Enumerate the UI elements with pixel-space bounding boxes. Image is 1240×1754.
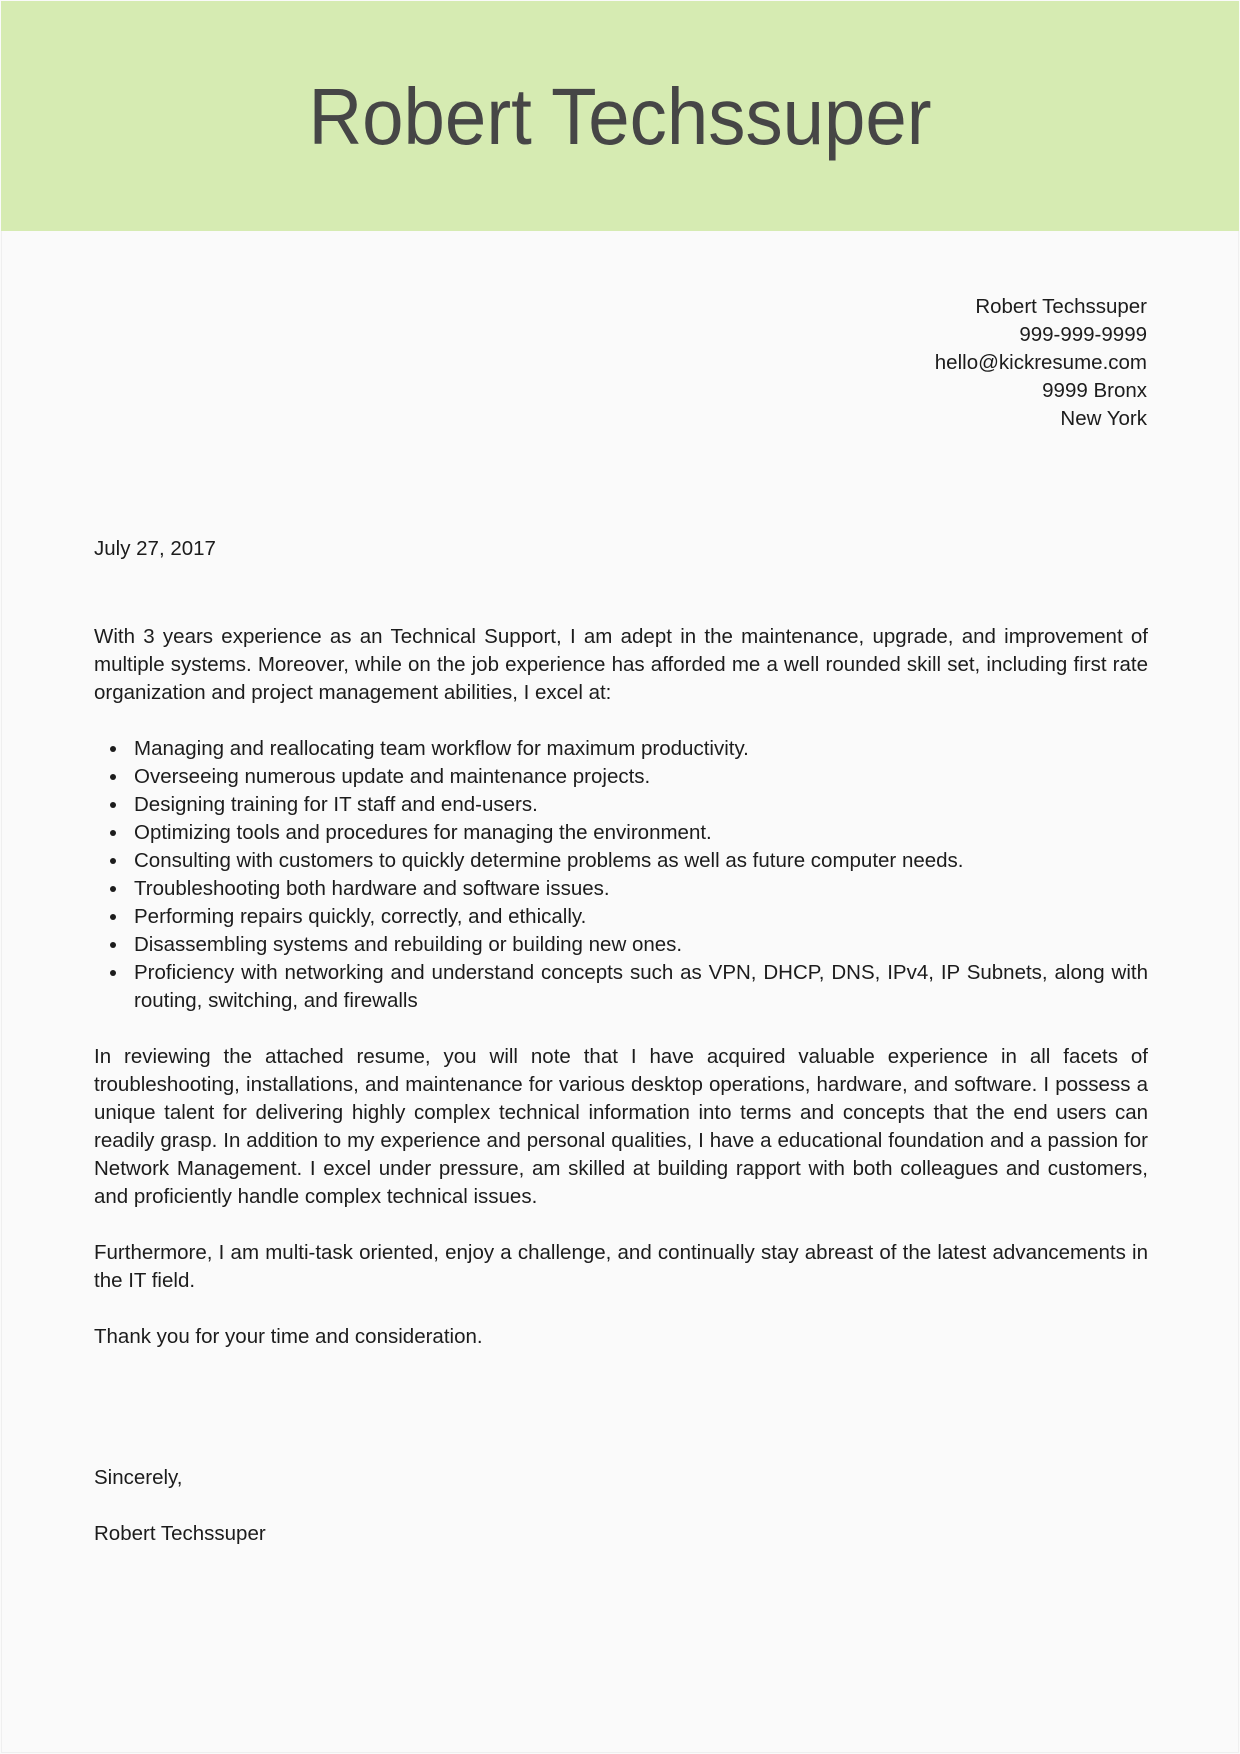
contact-street: 9999 Bronx bbox=[1042, 379, 1147, 402]
skill-text: Performing repairs quickly, correctly, and ethically. bbox=[134, 905, 587, 928]
skill-text: Disassembling systems and rebuilding or building new ones. bbox=[134, 933, 683, 956]
bullet-icon bbox=[110, 914, 116, 920]
bullet-icon bbox=[110, 970, 116, 976]
intro-paragraph: With 3 years experience as an Technical Support, I am adept in the maintenance, upgrade, and improvement of multiple systems. Moreover, while on the job experience has afforded me a well rounded skill set, including first rate organization and project management abilities, I excel at: bbox=[94, 625, 1148, 704]
bullet-icon bbox=[110, 830, 116, 836]
bullet-icon bbox=[110, 774, 116, 780]
contact-name: Robert Techssuper bbox=[975, 295, 1147, 318]
list-item bbox=[134, 931, 1148, 959]
skill-text: Designing training for IT staff and end-users. bbox=[134, 793, 538, 816]
bullet-icon bbox=[110, 886, 116, 892]
header-name-title: Robert Techssuper bbox=[308, 72, 932, 161]
closing-salutation: Sincerely, bbox=[94, 1466, 183, 1489]
list-item bbox=[134, 847, 1148, 875]
skill-text: Managing and reallocating team workflow for maximum productivity. bbox=[134, 737, 749, 760]
bullet-icon bbox=[110, 746, 116, 752]
review-paragraph: In reviewing the attached resume, you will note that I have acquired valuable experience in all facets of troubleshooting, installations, and maintenance for various desktop operations, hardware, and software. I possess a unique talent for delivering highly complex technical information into terms and concepts that the end users can readily grasp. In addition to my experience and personal qualities, I have a educational foundation and a passion for Network Management. I excel under pressure, am skilled at building rapport with both colleagues and customers, and proficiently handle complex technical issues. bbox=[94, 1045, 1148, 1208]
bullet-icon bbox=[110, 942, 116, 948]
thanks-paragraph: Thank you for your time and consideration. bbox=[94, 1325, 483, 1348]
furthermore-paragraph: Furthermore, I am multi-task oriented, enjoy a challenge, and continually stay abreast of the latest advancements in the IT field. bbox=[94, 1241, 1148, 1292]
letter-date: July 27, 2017 bbox=[94, 537, 216, 560]
list-item bbox=[134, 791, 1148, 819]
bullet-icon bbox=[110, 802, 116, 808]
skill-text: Overseeing numerous update and maintenance projects. bbox=[134, 765, 651, 788]
list-item bbox=[134, 959, 1148, 1015]
bullet-icon bbox=[110, 858, 116, 864]
skill-text: Optimizing tools and procedures for managing the environment. bbox=[134, 821, 712, 844]
list-item bbox=[134, 819, 1148, 847]
header-band bbox=[1, 1, 1239, 231]
list-item bbox=[134, 735, 1148, 763]
contact-email: hello@kickresume.com bbox=[934, 351, 1147, 374]
list-item bbox=[134, 763, 1148, 791]
contact-phone: 999-999-9999 bbox=[1019, 323, 1147, 346]
list-item bbox=[134, 875, 1148, 903]
skill-text: Consulting with customers to quickly determine problems as well as future computer needs. bbox=[134, 849, 964, 872]
contact-city: New York bbox=[1060, 407, 1147, 430]
signature-name: Robert Techssuper bbox=[94, 1522, 266, 1545]
list-item bbox=[134, 903, 1148, 931]
skill-text: Troubleshooting both hardware and software issues. bbox=[134, 877, 610, 900]
contact-block bbox=[935, 293, 1147, 433]
skills-list bbox=[94, 735, 1148, 1015]
skill-text: Proficiency with networking and understand concepts such as VPN, DHCP, DNS, IPv4, IP Subnets, along with routing, switching, and firewalls bbox=[134, 961, 1148, 1012]
